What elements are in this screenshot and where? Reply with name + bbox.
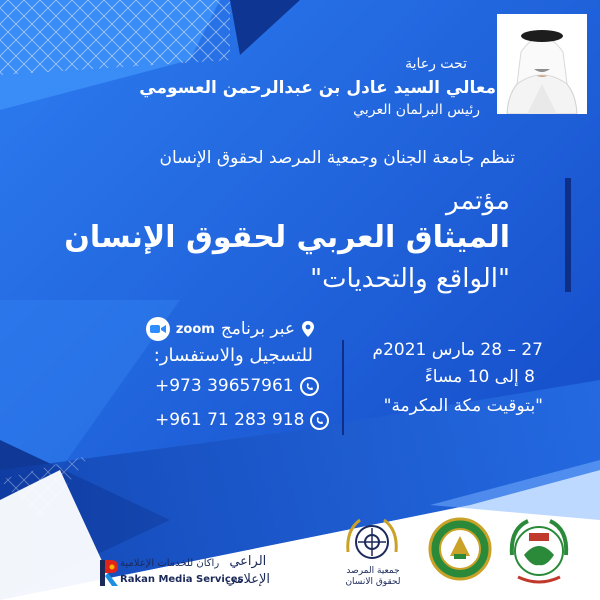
whatsapp-icon xyxy=(310,411,329,430)
patron-role: رئيس البرلمان العربي xyxy=(353,102,480,118)
sponsor-label-line2: الإعلامي xyxy=(225,572,270,587)
zoom-camera-icon xyxy=(146,317,170,341)
rakan-arabic-name: راكان للخدمات الإعلامية xyxy=(120,558,220,569)
patron-portrait xyxy=(497,14,587,114)
phone-number[interactable]: +973 39657961 xyxy=(155,376,294,396)
location-pin-icon xyxy=(301,320,315,338)
patronage-label: تحت رعاية xyxy=(405,56,467,72)
rakan-logo-icon xyxy=(98,558,120,588)
rakan-media-logo xyxy=(98,556,244,592)
organizers-text: تنظم جامعة الجنان وجمعية المرصد لحقوق الإنسان xyxy=(159,148,515,168)
sponsor-label-line1: الراعي xyxy=(229,554,267,569)
registration-label: للتسجيل والاستفسار: xyxy=(153,345,313,366)
conference-subtitle: "الواقع والتحديات" xyxy=(310,264,510,294)
phone-row-bahrain xyxy=(155,376,319,396)
conference-title: الميثاق العربي لحقوق الإنسان xyxy=(64,220,510,255)
platform-line xyxy=(146,317,315,341)
phone-row-lebanon xyxy=(155,410,329,430)
event-hours: 8 إلى 10 مساءً xyxy=(424,367,535,387)
observatory-line1: جمعية المرصد xyxy=(346,566,400,576)
rakan-english-name: Rakan Media Services xyxy=(120,574,244,585)
event-dates: 27 – 28 مارس 2021م xyxy=(372,340,543,360)
event-timezone: "بتوقيت مكة المكرمة" xyxy=(383,396,543,416)
platform-text: عبر برنامج xyxy=(220,319,295,339)
jinan-university-logo xyxy=(428,510,492,588)
accent-bar xyxy=(565,178,571,292)
whatsapp-icon xyxy=(300,377,319,396)
arab-parliament-logo xyxy=(504,515,574,587)
observatory-logo-text xyxy=(338,566,408,588)
observatory-line2: لحقوق الانسان xyxy=(345,577,401,587)
schedule-divider xyxy=(342,340,344,435)
patron-name: معالي السيد عادل بن عبدالرحمن العسومي xyxy=(139,78,496,98)
zoom-logo-text: zoom xyxy=(175,321,215,337)
phone-number[interactable]: +961 71 283 918 xyxy=(155,410,305,430)
conference-label: مؤتمر xyxy=(446,186,510,216)
